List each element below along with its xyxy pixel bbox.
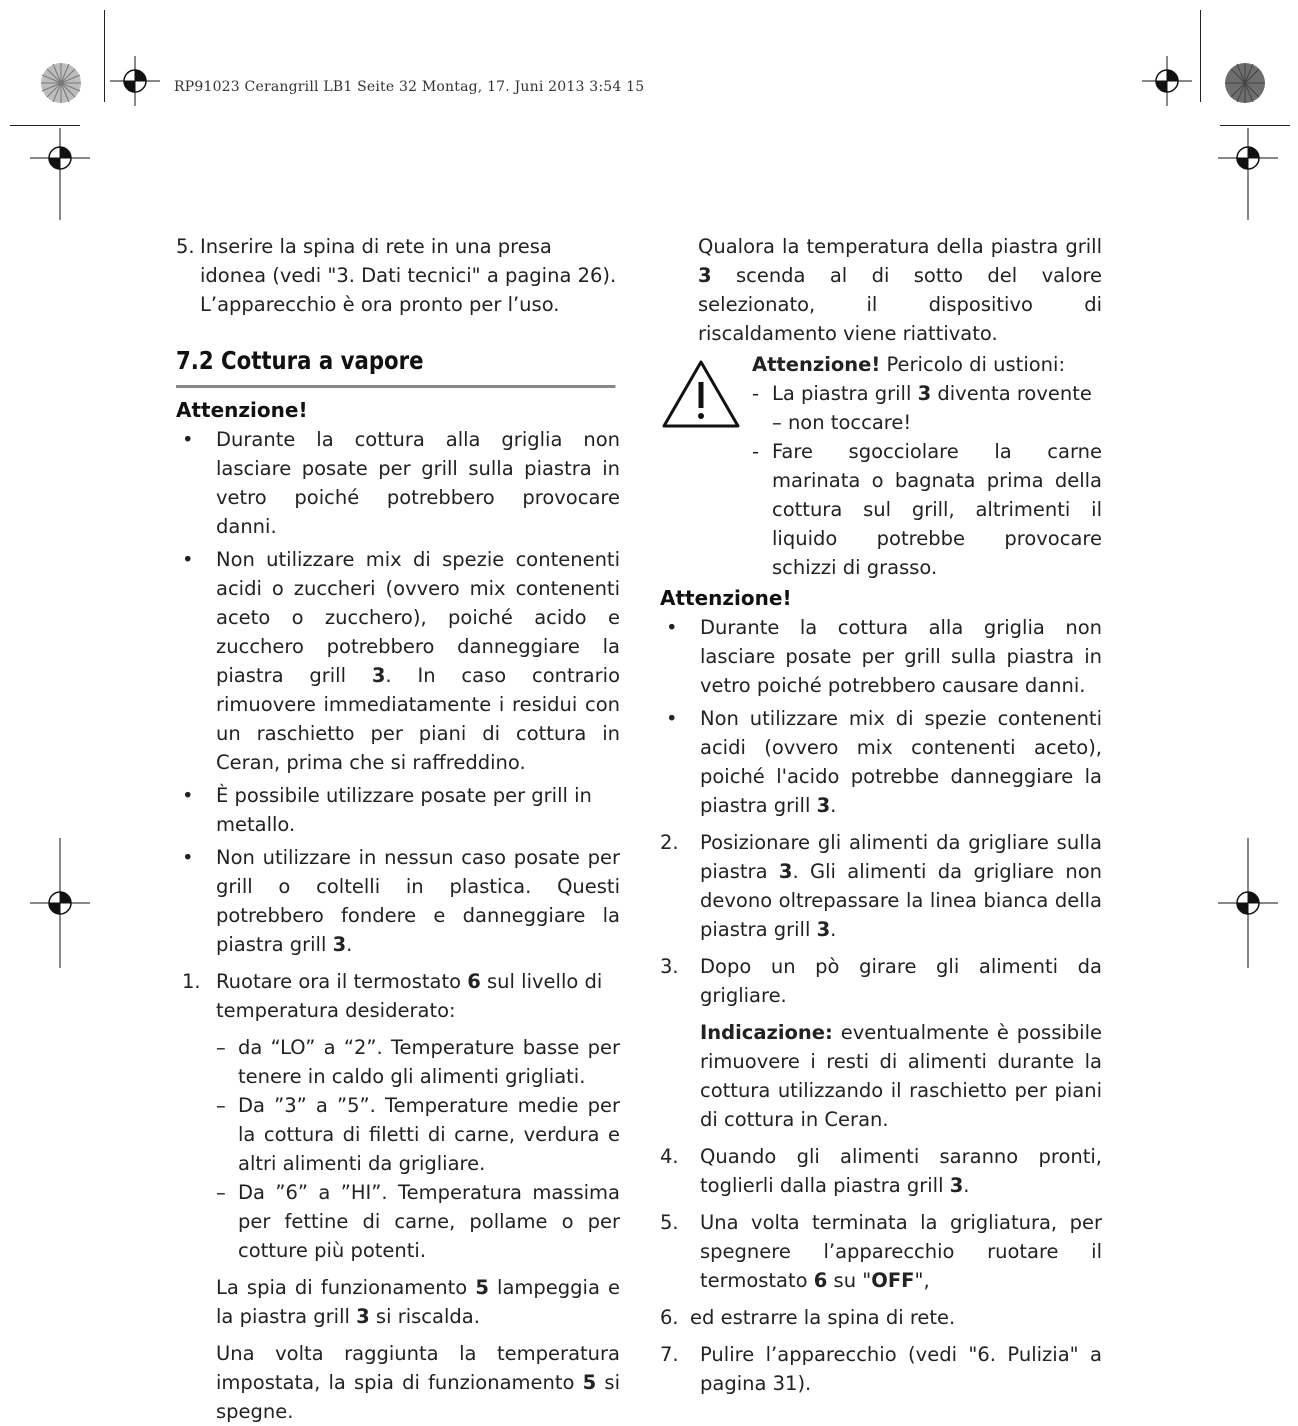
dash-icon: – <box>216 1094 226 1117</box>
note-paragraph <box>660 1018 1102 1134</box>
color-wheel-icon <box>38 60 84 106</box>
list-item <box>660 1142 1102 1200</box>
list-item <box>660 952 1102 1010</box>
text: La piastra grill <box>772 382 918 405</box>
part-number: 3 <box>778 860 793 883</box>
bullet-text: . <box>830 794 837 817</box>
dash-text: Da ”3” a ”5”. Temperature medie per la cottura di filetti di carne, verdura e altri alimenti da grigliare. <box>238 1094 620 1175</box>
hazard-subtitle: Pericolo di ustioni: <box>880 353 1066 376</box>
part-number: 5 <box>475 1276 489 1299</box>
bullet-text: Non utilizzare mix di spezie contenenti acidi o zuccheri (ovvero mix contenenti aceto o zucchero), poiché acido e zucchero potrebbero danneggiare la piastra grill <box>216 548 620 687</box>
bullet-item <box>176 545 620 777</box>
list-number: 5. <box>176 235 195 258</box>
dash-text: Da ”6” a ”HI”. Temperatura massima per fettine di carne, pollame o per cotture più potenti. <box>238 1181 620 1262</box>
list-text: Una volta terminata la grigliatura, per spegnere l’apparecchio ruotare il termostato <box>700 1211 1102 1292</box>
bullet-icon: • <box>182 548 194 571</box>
crop-line <box>1220 125 1290 126</box>
bullet-icon: • <box>666 616 678 639</box>
text: si riscalda. <box>369 1305 480 1328</box>
bullet-item <box>660 704 1102 820</box>
part-number: 6 <box>467 970 481 993</box>
dash-icon: - <box>752 382 760 405</box>
part-number: 3 <box>332 933 347 956</box>
text: Fare sgocciolare la carne marinata o bagnata prima della cottura sul grill, altrimenti il liquido potrebbe provocare schizzi di grasso. <box>772 440 1102 579</box>
part-number: 3 <box>356 1305 370 1328</box>
list-item <box>176 232 620 319</box>
part-number: 3 <box>698 264 712 287</box>
hazard-item <box>752 437 1102 582</box>
text: si spegne. <box>216 1371 620 1423</box>
list-text: . Gli alimenti da grigliare non devono oltrepassare la linea bianca della piastra grill <box>700 860 1103 941</box>
list-text: Pulire l’apparecchio (vedi "6. Pulizia" a pagina 31). <box>700 1343 1102 1395</box>
note-label: Indicazione: <box>700 1021 833 1044</box>
warning-title: Attenzione! <box>660 586 792 610</box>
list-text: Dopo un pò girare gli alimenti da grigliare. <box>700 955 1102 1007</box>
bullet-icon: • <box>666 707 678 730</box>
dash-icon: – <box>216 1036 226 1059</box>
bullet-text: . In caso contrario rimuovere immediatamente i residui con un raschietto per piani di cottura in Ceran, prima che si raffreddino. <box>216 664 620 774</box>
bullet-item <box>176 781 620 839</box>
bullet-text: Durante la cottura alla griglia non lasciare posate per grill sulla piastra in vetro poiché potrebbero causare danni. <box>700 616 1102 697</box>
list-number: 6. <box>660 1306 679 1329</box>
dash-item <box>176 1033 620 1091</box>
list-text: Quando gli alimenti saranno pronti, toglierli dalla piastra grill <box>700 1145 1102 1197</box>
list-text: su " <box>827 1269 872 1292</box>
bullet-icon: • <box>182 784 194 807</box>
list-text: Inserire la spina di rete in una presa idonea (vedi "3. Dati tecnici" a pagina 26). L’apparecchio è ora pronto per l’uso. <box>200 235 617 316</box>
part-number: 3 <box>949 1174 964 1197</box>
hazard-warning-box <box>660 350 1102 582</box>
right-column <box>660 232 1102 1398</box>
dash-icon: – <box>216 1181 226 1204</box>
color-wheel-icon <box>1222 60 1268 106</box>
section-title: 7.2 Cottura a vapore <box>176 333 615 388</box>
part-number: 3 <box>371 664 386 687</box>
bullet-text: È possibile utilizzare posate per grill in metallo. <box>216 784 592 836</box>
crop-line <box>1200 10 1201 102</box>
hazard-item <box>752 379 1102 437</box>
warning-triangle-icon <box>660 358 742 430</box>
left-column <box>176 232 620 1426</box>
dash-item <box>176 1091 620 1178</box>
list-item <box>660 1208 1102 1295</box>
bullet-text: Durante la cottura alla griglia non lasciare posate per grill sulla piastra in vetro poiché potrebbero provocare danni. <box>216 428 620 538</box>
list-number: 2. <box>660 831 679 854</box>
list-text: . <box>830 918 837 941</box>
list-number: 5. <box>660 1211 679 1234</box>
paragraph <box>176 1339 620 1426</box>
registration-mark-icon <box>1218 838 1278 968</box>
paragraph <box>176 1273 620 1331</box>
registration-mark-icon <box>110 56 160 106</box>
text: diventa rovente <box>931 382 1092 405</box>
text: – non toccare! <box>772 411 912 434</box>
text: scenda al di sotto del valore selezionato, il dispositivo di riscaldamento viene riattivato. <box>698 264 1102 345</box>
list-text: ", <box>914 1269 930 1292</box>
registration-mark-icon <box>30 838 90 968</box>
list-number: 7. <box>660 1343 679 1366</box>
warning-title: Attenzione! <box>176 398 308 422</box>
paragraph <box>660 232 1102 348</box>
list-number: 4. <box>660 1145 679 1168</box>
part-number: 6 <box>813 1269 828 1292</box>
list-text: ed estrarre la spina di rete. <box>690 1306 956 1329</box>
list-item <box>660 828 1102 944</box>
registration-mark-icon <box>1218 128 1278 220</box>
dash-text: da “LO” a “2”. Temperature basse per tenere in caldo gli alimenti grigliati. <box>238 1036 620 1088</box>
list-item <box>660 1303 1102 1332</box>
text: Una volta raggiunta la temperatura impostata, la spia di funzionamento <box>216 1342 620 1394</box>
list-number: 1. <box>182 970 201 993</box>
bullet-icon: • <box>182 846 194 869</box>
bullet-item <box>176 843 620 959</box>
text: Qualora la temperatura della piastra grill <box>698 235 1102 258</box>
list-text: Posizionare gli alimenti da grigliare sulla piastra <box>700 831 1102 883</box>
dash-item <box>176 1178 620 1265</box>
print-imprint: RP91023 Cerangrill LB1 Seite 32 Montag, 17. Juni 2013 3:54 15 <box>174 79 645 95</box>
registration-mark-icon <box>1142 56 1192 106</box>
text: lampeggia e la piastra grill <box>216 1276 620 1328</box>
part-number: 3 <box>816 918 831 941</box>
hazard-heading <box>752 350 1102 379</box>
hazard-title: Attenzione! <box>752 353 881 376</box>
crop-line <box>104 10 105 102</box>
bullet-item <box>176 425 620 541</box>
registration-mark-icon <box>30 128 90 220</box>
part-number: 5 <box>582 1371 597 1394</box>
note-text: eventualmente è possibile rimuovere i resti di alimenti durante la cottura utilizzando il raschietto per piani di cottura in Ceran. <box>700 1021 1102 1131</box>
text: La spia di funzionamento <box>216 1276 476 1299</box>
bullet-item <box>660 613 1102 700</box>
list-number: 3. <box>660 955 679 978</box>
list-item <box>176 967 620 1025</box>
list-text: sul livello di temperatura desiderato: <box>216 970 603 1022</box>
part-number: 3 <box>917 382 932 405</box>
bullet-icon: • <box>182 428 194 451</box>
off-label: OFF <box>871 1269 915 1292</box>
part-number: 3 <box>816 794 831 817</box>
list-item <box>660 1340 1102 1398</box>
list-text: Ruotare ora il termostato <box>216 970 468 993</box>
dash-icon: - <box>752 440 760 463</box>
bullet-text: Non utilizzare mix di spezie contenenti acidi (ovvero mix contenenti aceto), poiché l'acido potrebbe danneggiare la piastra grill <box>700 707 1102 817</box>
crop-line <box>10 125 80 126</box>
list-text: . <box>963 1174 970 1197</box>
bullet-text: Non utilizzare in nessun caso posate per grill o coltelli in plastica. Questi potrebbero fondere e danneggiare la piastra grill <box>216 846 620 956</box>
bullet-text: . <box>346 933 353 956</box>
